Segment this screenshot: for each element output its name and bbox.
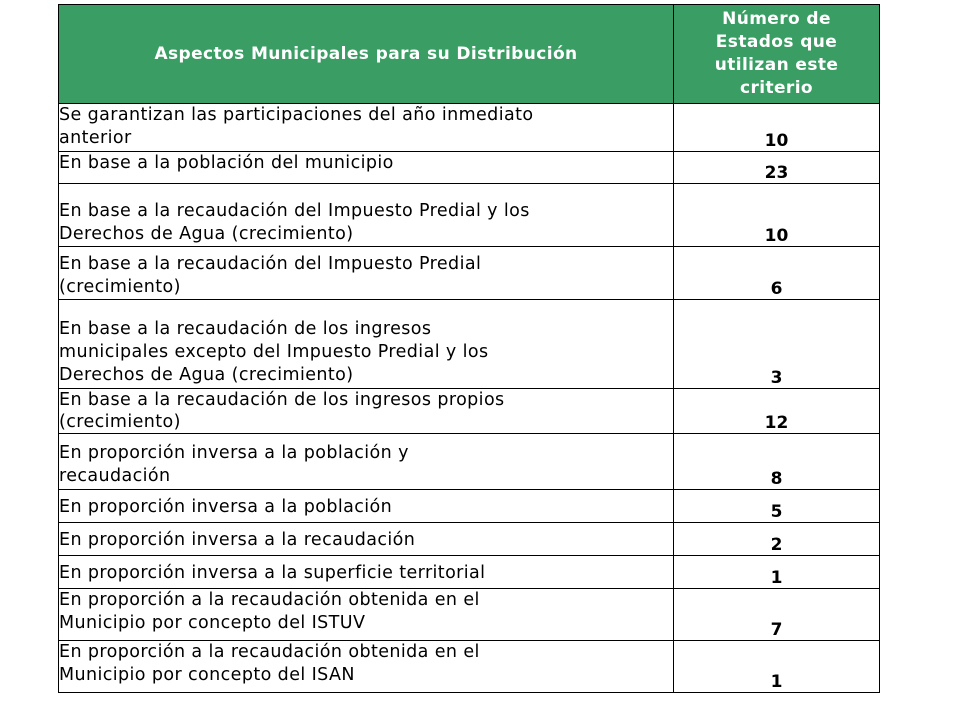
row-aspect: En base a la recaudación del Impuesto Predial (crecimiento) [59, 247, 674, 300]
row-count: 7 [674, 589, 880, 641]
row-aspect: En proporción inversa a la población y recaudación [59, 434, 674, 490]
header-aspect: Aspectos Municipales para su Distribución [59, 5, 674, 104]
row-count: 3 [674, 300, 880, 389]
row-count: 23 [674, 152, 880, 184]
table-row [59, 641, 880, 693]
table-row [59, 184, 880, 247]
row-count: 10 [674, 104, 880, 152]
table-row [59, 389, 880, 434]
row-aspect: En proporción inversa a la población [59, 490, 674, 523]
row-aspect: En base a la recaudación de los ingresos propios (crecimiento) [59, 389, 674, 434]
table-row [59, 152, 880, 184]
row-aspect: En base a la recaudación de los ingresos municipales excepto del Impuesto Predial y los Derechos de Agua (crecimiento) [59, 300, 674, 389]
table-row [59, 300, 880, 389]
row-count: 6 [674, 247, 880, 300]
table-row [59, 104, 880, 152]
table-row [59, 523, 880, 556]
criteria-table [58, 4, 880, 693]
row-count: 2 [674, 523, 880, 556]
row-count: 10 [674, 184, 880, 247]
row-aspect: En proporción a la recaudación obtenida en el Municipio por concepto del ISTUV [59, 589, 674, 641]
table-row [59, 490, 880, 523]
row-aspect: En proporción inversa a la superficie territorial [59, 556, 674, 589]
row-count: 1 [674, 556, 880, 589]
table-header-row [59, 5, 880, 104]
table-row [59, 247, 880, 300]
table-row [59, 556, 880, 589]
row-count: 8 [674, 434, 880, 490]
row-aspect: En proporción a la recaudación obtenida en el Municipio por concepto del ISAN [59, 641, 674, 693]
row-count: 12 [674, 389, 880, 434]
row-count: 1 [674, 641, 880, 693]
row-aspect: En proporción inversa a la recaudación [59, 523, 674, 556]
row-aspect: Se garantizan las participaciones del año inmediato anterior [59, 104, 674, 152]
row-count: 5 [674, 490, 880, 523]
row-aspect: En base a la población del municipio [59, 152, 674, 184]
header-count: Número de Estados que utilizan este criterio [674, 5, 880, 104]
table-row [59, 434, 880, 490]
row-aspect: En base a la recaudación del Impuesto Predial y los Derechos de Agua (crecimiento) [59, 184, 674, 247]
table-row [59, 589, 880, 641]
